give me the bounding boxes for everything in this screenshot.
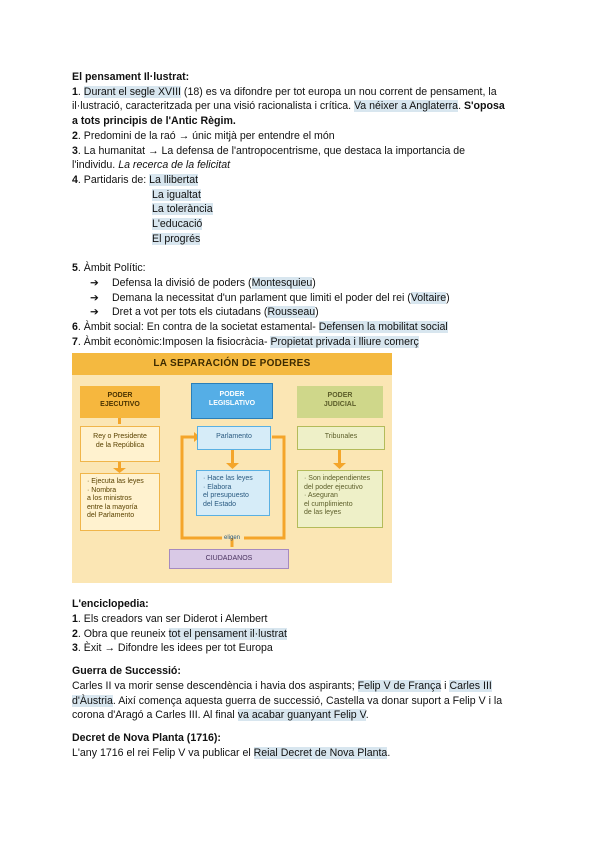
value-progres: El progrés <box>152 232 201 245</box>
item-3-line2: l'individu. La recerca de la felicitat <box>72 159 231 172</box>
value-igualtat: La igualtat <box>152 188 201 201</box>
item-3: 3. La humanitat → La defensa de l'antropocentrisme, que destaca la importancia de <box>72 144 466 157</box>
enc-item-1: 1. Els creadors van ser Diderot i Alembert <box>72 613 268 626</box>
judicial-list: · Son independientes del poder ejecutivo · Aseguran el cumplimiento de las leyes <box>297 470 383 528</box>
document-content <box>72 70 537 760</box>
separation-of-powers-diagram <box>72 353 392 583</box>
section-title-enciclopedia: L'enciclopedia: <box>72 598 149 611</box>
arrow-icon: ➔ <box>90 276 99 289</box>
poder-legislativo-header: PODER LEGISLATIVO <box>191 383 273 419</box>
legislativo-list: · Hace las leyes · Elabora el presupuesto del Estado <box>196 470 270 516</box>
diagram-title: LA SEPARACIÓN DE PODERES <box>72 353 392 375</box>
item-6: 6. Àmbit social: En contra de la societat estamental- Defensen la mobilitat social <box>72 320 448 333</box>
decret-line: L'any 1716 el rei Felip V va publicar el Reial Decret de Nova Planta. <box>72 746 391 759</box>
enc-item-3: 3. Èxit → Difondre les idees per tot Europa <box>72 642 273 655</box>
ejecutivo-list: · Ejecuta las leyes · Nombra a los ministros entre la mayoría del Parlamento <box>80 473 160 531</box>
poder-ejecutivo-header: PODER EJECUTIVO <box>80 386 160 418</box>
item-1-line2: il·lustració, caracteritzada per una visió racionalista i crítica. Va néixer a Anglaterra. S'oposa <box>72 100 505 113</box>
section-title-guerra: Guerra de Successió: <box>72 665 181 678</box>
guerra-line-1: Carles II va morir sense descendència i havia dos aspirants; Felip V de França i Carles III <box>72 679 492 692</box>
section-title-decret: Decret de Nova Planta (1716): <box>72 731 221 744</box>
value-tolerancia: La tolerància <box>152 203 213 216</box>
eligen-label: eligen <box>223 535 240 542</box>
item-7: 7. Àmbit econòmic:Imposen la fisiocràcia- Propietat privada i lliure comerç <box>72 335 419 348</box>
value-educacio: L'educació <box>152 218 203 231</box>
item-5-sub-3: ➔ Dret a vot per tots els ciutadans (Rousseau) <box>90 306 319 319</box>
guerra-line-2: d'Àustria. Així comença aquesta guerra de successió, Castella va donar suport a Felip V i la <box>72 694 503 707</box>
item-1-line3: a tots principis de l'Antic Règim. <box>72 115 236 128</box>
section-title-illustrat: El pensament Il·lustrat: <box>72 71 190 83</box>
tribunales-box: Tribunales <box>297 426 385 450</box>
enc-item-2: 2. Obra que reuneix tot el pensament il·lustrat <box>72 627 287 640</box>
item-5: 5. Àmbit Polític: <box>72 262 146 275</box>
arrow-icon: ➔ <box>90 306 99 319</box>
guerra-line-3: corona d'Aragó a Carles III. Al final va acabar guanyant Felip V. <box>72 709 369 722</box>
item-4: 4. Partidaris de: La llibertat <box>72 173 199 186</box>
item-5-sub-2: ➔ Demana la necessitat d'un parlament que limiti el poder del rei (Voltaire) <box>90 291 450 304</box>
item-2: 2. Predomini de la raó → únic mitjà per entendre el món <box>72 129 335 142</box>
ciudadanos-box: CIUDADANOS <box>169 549 289 569</box>
item-1: 1. Durant el segle XVIII (18) es va difondre per tot europa un nou corrent de pensament, la <box>72 85 497 98</box>
parlamento-box: Parlamento <box>197 426 271 450</box>
arrow-icon: ➔ <box>90 291 99 304</box>
item-5-sub-1: ➔ Defensa la divisió de poders (Montesquieu) <box>90 276 316 289</box>
rey-box: Rey o Presidente de la República <box>80 426 160 462</box>
poder-judicial-header: PODER JUDICIAL <box>297 386 383 418</box>
